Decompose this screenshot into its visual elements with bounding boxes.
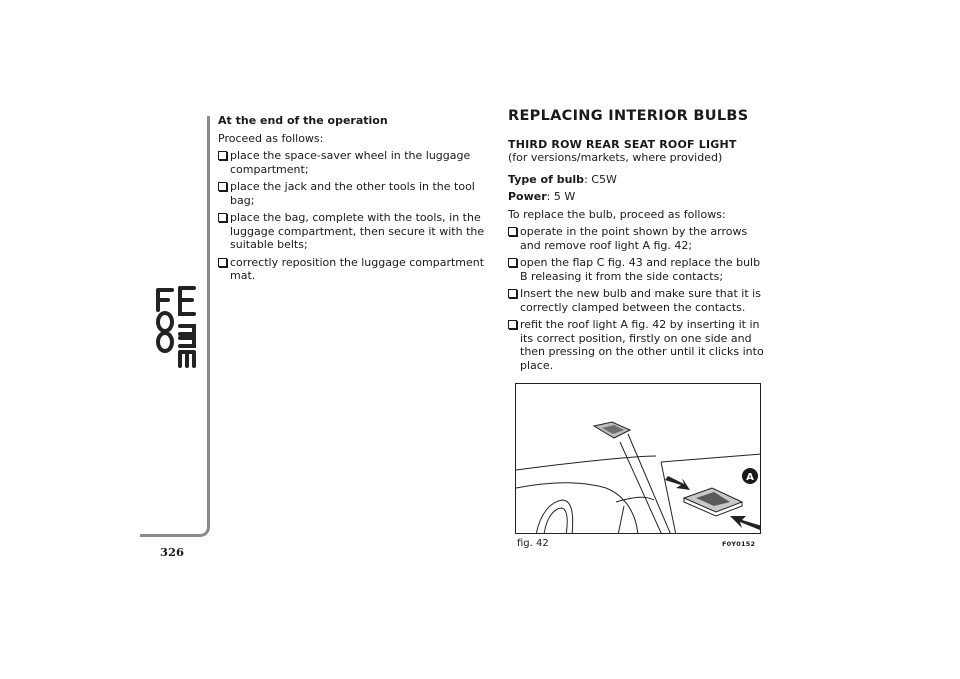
list-item: operate in the point shown by the arrows and remove roof light A fig. 42; [508,225,766,252]
checkbox-bullet-icon [218,151,227,160]
list-item: Insert the new bulb and make sure that it is correctly clamped between the contacts. [508,287,766,314]
left-column [218,114,490,287]
arrow-icon [665,476,690,490]
list-item: correctly reposition the luggage compartment mat. [218,256,490,283]
checkbox-bullet-icon [508,258,517,267]
section-title: REPLACING INTERIOR BULBS [508,108,749,124]
list-item: place the jack and the other tools in the tool bag; [218,180,490,207]
bulb-power: Power: 5 W [508,190,576,203]
svg-text:A: A [746,472,754,483]
list-item: place the space-saver wheel in the luggage compartment; [218,149,490,176]
checkbox-bullet-icon [508,227,517,236]
section-heading: At the end of the operation [218,114,388,127]
roof-light-icon [594,422,630,438]
figure-42 [515,383,761,534]
checkbox-bullet-icon [218,182,227,191]
sub-note: (for versions/markets, where provided) [508,151,723,164]
figure-code: F0Y0152 [722,540,756,548]
intro-text: To replace the bulb, proceed as follows: [508,207,726,221]
checkbox-bullet-icon [218,258,227,267]
roof-light-illustration [516,384,761,534]
checkbox-bullet-icon [218,213,227,222]
right-column [508,110,766,376]
steps-list [218,149,490,283]
roof-light-detail-icon [684,488,742,516]
checkbox-bullet-icon [508,320,517,329]
list-item: open the flap C fig. 43 and replace the bulb B releasing it from the side contacts; [508,256,766,283]
list-item: place the bag, complete with the tools, in the luggage compartment, then secure it with the suitable belts; [218,211,490,252]
figure-caption: fig. 42 [517,538,549,549]
page-number: 326 [160,545,185,559]
intro-text: Proceed as follows: [218,131,324,145]
list-item: refit the roof light A fig. 42 by inserting it in its correct position, firstly on one side and then pressing on the other until it clicks into place. [508,318,766,372]
arrow-icon [730,516,761,530]
steps-list [508,225,766,372]
checkbox-bullet-icon [508,289,517,298]
brand-logo-icon [150,280,200,374]
callout-a [742,468,758,484]
bulb-type: Type of bulb: C5W [508,172,617,186]
sub-title: THIRD ROW REAR SEAT ROOF LIGHT [508,137,737,151]
